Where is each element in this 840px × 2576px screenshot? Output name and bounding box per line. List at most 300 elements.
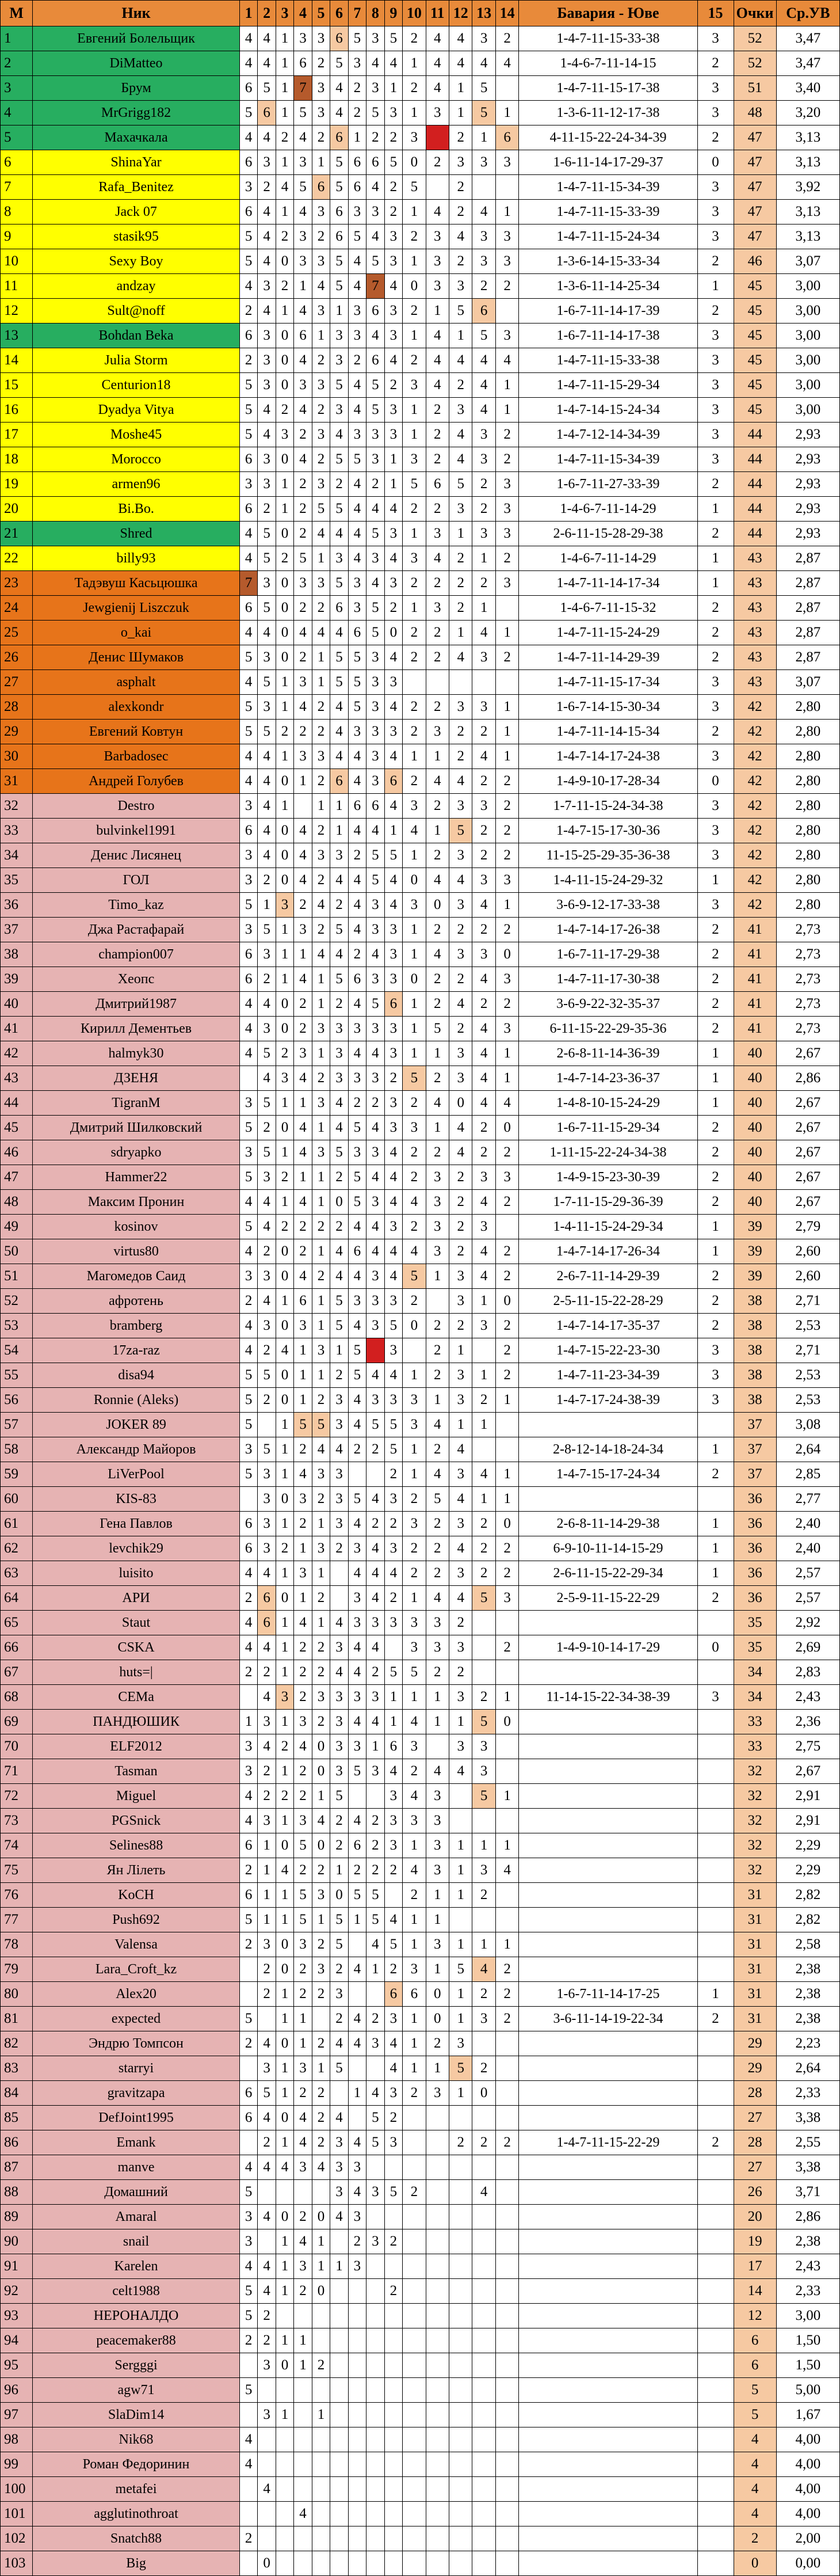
rank-cell: 58 [1,1437,33,1462]
table-row [1,1017,840,1041]
forecast-cell: 1-4-7-11-15-22-29 [519,2130,697,2155]
round-score-cell: 3 [472,794,495,819]
avg-cell: 3,00 [776,373,839,398]
forecast-cell [519,1932,697,1957]
round-score-cell: 0 [403,967,426,992]
round-score-cell: 4 [348,1215,366,1239]
round-score-cell: 1 [426,819,449,843]
forecast-cell [519,2081,697,2106]
round-score-cell: 2 [366,125,384,150]
avg-cell: 3,47 [776,51,839,76]
forecast-cell: 1-6-7-14-15-30-34 [519,695,697,720]
table-row [1,2477,840,2502]
forecast-cell: 1-4-7-14-17-26-34 [519,1239,697,1264]
round-score-cell: 3 [366,1289,384,1314]
round-score-cell: 5 [258,76,276,101]
round-score-cell: 3 [312,249,330,274]
round-score-cell: 3 [449,398,472,423]
round-score-cell: 0 [276,1116,293,1140]
round-score-cell [384,2526,402,2551]
round-score-cell [472,2477,495,2502]
round-score-cell: 3 [294,1314,312,1338]
round-score-cell: 1 [294,1338,312,1363]
avg-cell: 2,67 [776,1091,839,1116]
points-cell: 36 [734,1561,776,1586]
round-score-cell: 2 [472,720,495,744]
table-row [1,249,840,274]
round-score-cell [258,2229,276,2254]
round-score-cell: 3 [384,1611,402,1635]
round-score-cell: 2 [403,76,426,101]
round-score-cell: 1 [312,2229,330,2254]
points-cell: 36 [734,1586,776,1611]
round-score-cell: 2 [312,1982,330,2007]
round-score-cell: 4 [294,1462,312,1487]
round-score-cell: 4 [384,893,402,918]
forecast-cell: 11-14-15-22-34-38-39 [519,1685,697,1710]
round-score-cell: 5 [294,1908,312,1932]
points-cell: 12 [734,2304,776,2328]
round-score-cell [472,670,495,695]
round-score-cell: 4 [449,1437,472,1462]
round-score-cell: 7 [366,274,384,299]
round-score-cell: 3 [239,868,257,893]
round-score-cell: 4 [366,1239,384,1264]
round-score-cell: 0 [276,1932,293,1957]
round-score-cell: 1 [312,670,330,695]
round-score-cell: 5 [258,720,276,744]
round-score-cell [495,670,518,695]
round-score-cell: 4 [472,2180,495,2205]
round-score-cell: 3 [348,1685,366,1710]
forecast-cell: 2-6-11-15-28-29-38 [519,522,697,546]
round-score-cell: 0 [312,2279,330,2304]
round-score-cell: 4 [258,2031,276,2056]
round-score-cell: 5 [366,1908,384,1932]
rank-cell: 76 [1,1883,33,1908]
round-score-cell: 0 [276,621,293,645]
nick-cell: Timo_kaz [33,893,240,918]
round-score-cell [449,2304,472,2328]
round-score-cell: 2 [348,101,366,125]
table-row [1,1734,840,1759]
round-score-cell: 3 [239,175,257,200]
round-score-cell: 2 [330,1215,348,1239]
round15-cell [697,1957,734,1982]
round-score-cell: 0 [449,1091,472,1116]
avg-cell: 2,36 [776,1710,839,1734]
round-score-cell: 4 [312,1809,330,1833]
avg-cell: 4,00 [776,2477,839,2502]
round-score-cell: 1 [403,1363,426,1388]
rank-cell: 92 [1,2279,33,2304]
round-score-cell: 4 [495,1091,518,1116]
round-score-cell: 5 [294,175,312,200]
round-score-cell [312,2477,330,2502]
round-score-cell: 1 [276,1982,293,2007]
round-score-cell: 2 [366,2007,384,2031]
round-score-cell: 4 [258,769,276,794]
round-score-cell: 3 [366,76,384,101]
round-score-cell: 3 [294,26,312,51]
round-score-cell: 3 [495,324,518,348]
round-score-cell: 1 [426,1116,449,1140]
nick-cell: Tasman [33,1759,240,1784]
avg-cell: 2,73 [776,967,839,992]
round-score-cell: 1 [276,2279,293,2304]
round-score-cell [495,175,518,200]
nick-cell: Jewgienij Liszczuk [33,596,240,621]
table-row [1,1586,840,1611]
round-score-cell [366,2526,384,2551]
round-score-cell: 1 [495,1066,518,1091]
round-score-cell: 4 [348,1512,366,1536]
rank-cell: 10 [1,249,33,274]
rank-cell: 81 [1,2007,33,2031]
round-score-cell: 3 [384,967,402,992]
points-cell: 41 [734,918,776,942]
round-score-cell [403,2229,426,2254]
round-score-cell [384,2304,402,2328]
round-score-cell: 4 [239,1041,257,1066]
round-score-cell: 4 [366,1932,384,1957]
round15-cell: 2 [697,596,734,621]
nick-cell: Sergggi [33,2353,240,2378]
round-score-cell: 3 [472,1858,495,1883]
round-score-cell: 2 [449,175,472,200]
avg-cell: 2,00 [776,2526,839,2551]
round-score-cell [426,175,449,200]
round-score-cell: 4 [348,1809,366,1833]
round-score-cell: 2 [426,423,449,447]
round-score-cell: 3 [384,225,402,249]
round-score-cell: 4 [239,1635,257,1660]
round-score-cell: 1 [276,200,293,225]
table-row [1,348,840,373]
table-row [1,225,840,249]
round-score-cell: 3 [239,794,257,819]
table-row [1,2403,840,2427]
round-score-cell: 4 [239,1314,257,1338]
round-score-cell: 3 [384,101,402,125]
round-score-cell [348,1462,366,1487]
round-score-cell: 2 [426,398,449,423]
round-score-cell: 2 [384,1066,402,1091]
rank-cell: 79 [1,1957,33,1982]
avg-cell: 3,38 [776,2155,839,2180]
forecast-cell: 1-4-7-14-17-35-37 [519,1314,697,1338]
round-score-cell: 3 [384,1784,402,1809]
round-score-cell: 2 [312,1487,330,1512]
round-score-cell: 3 [426,225,449,249]
round-score-cell: 3 [330,1685,348,1710]
round15-cell [697,1660,734,1685]
round-score-cell: 1 [312,992,330,1017]
round-score-cell: 3 [449,497,472,522]
forecast-cell: 1-4-7-11-15-33-38 [519,348,697,373]
round-score-cell [495,1660,518,1685]
round-score-cell: 4 [495,1858,518,1883]
rank-cell: 101 [1,2502,33,2526]
round-score-cell [348,2106,366,2130]
round-score-cell: 1 [403,1685,426,1710]
round-score-cell [312,2328,330,2353]
round-score-cell: 2 [312,695,330,720]
nick-cell: CEMa [33,1685,240,1710]
round-score-cell: 2 [366,1512,384,1536]
round-score-cell: 4 [294,1140,312,1165]
round-score-cell [258,2526,276,2551]
nick-cell: Moshe45 [33,423,240,447]
round-score-cell: 5 [348,1487,366,1512]
round-score-cell: 2 [384,373,402,398]
round-score-cell: 2 [495,1264,518,1289]
round-score-cell [403,2526,426,2551]
round-score-cell: 3 [366,1140,384,1165]
round-score-cell: 1 [495,1041,518,1066]
round-score-cell [366,1784,384,1809]
nick-cell: Sexy Boy [33,249,240,274]
round-score-cell: 1 [276,695,293,720]
round-score-cell: 0 [312,1734,330,1759]
round-score-cell: 0 [276,992,293,1017]
nick-cell: 17za-raz [33,1338,240,1363]
round-score-cell: 4 [472,893,495,918]
round-score-cell [495,1883,518,1908]
round-score-cell: 1 [403,2031,426,2056]
round-score-cell: 3 [384,1215,402,1239]
round-score-cell: 4 [258,1635,276,1660]
rank-cell: 4 [1,101,33,125]
round-score-cell: 3 [348,1017,366,1041]
round-score-cell: 1 [312,2056,330,2081]
avg-cell: 2,67 [776,1041,839,1066]
nick-cell: Staut [33,1611,240,1635]
round-score-cell: 4 [239,1809,257,1833]
table-row [1,1908,840,1932]
round-score-cell: 4 [330,720,348,744]
points-cell: 40 [734,1190,776,1215]
round-score-cell: 3 [366,2031,384,2056]
round-score-cell: 5 [258,1041,276,1066]
table-row [1,175,840,200]
nick-cell: Александр Майоров [33,1437,240,1462]
round-score-cell: 3 [449,1264,472,1289]
forecast-cell: 1-4-7-11-14-17-34 [519,571,697,596]
nick-cell: LiVerPool [33,1462,240,1487]
round-score-cell: 4 [426,348,449,373]
round-score-cell: 5 [330,150,348,175]
round-score-cell: 5 [330,497,348,522]
round-score-cell: 1 [312,1784,330,1809]
round-score-cell [472,2254,495,2279]
forecast-cell: 1-6-11-14-17-29-37 [519,150,697,175]
round-score-cell: 3 [366,1759,384,1784]
avg-cell: 2,55 [776,2130,839,2155]
round-score-cell: 4 [239,1190,257,1215]
round-score-cell: 2 [276,398,293,423]
round-score-cell: 2 [294,497,312,522]
round-score-cell: 0 [426,1982,449,2007]
round-score-cell: 3 [258,274,276,299]
round-score-cell [495,2106,518,2130]
forecast-cell: 1-4-6-7-11-14-29 [519,546,697,571]
avg-cell: 2,91 [776,1809,839,1833]
points-cell: 41 [734,992,776,1017]
table-row [1,546,840,571]
rank-cell: 91 [1,2254,33,2279]
round-score-cell: 3 [330,1710,348,1734]
round-score-cell [330,2403,348,2427]
points-cell: 41 [734,967,776,992]
round-score-cell [366,2452,384,2477]
round-score-cell: 2 [449,1660,472,1685]
nick-cell: Rafa_Benitez [33,175,240,200]
rank-cell: 15 [1,373,33,398]
round-score-cell: 4 [258,200,276,225]
round-score-cell: 4 [403,1784,426,1809]
round-score-cell: 1 [330,794,348,819]
round-score-cell: 5 [348,26,366,51]
points-cell: 33 [734,1710,776,1734]
round-score-cell: 4 [384,645,402,670]
round-score-cell: 5 [403,1066,426,1091]
round-score-cell: 1 [239,1710,257,1734]
round-score-cell: 4 [330,744,348,769]
round-score-cell: 6 [239,1883,257,1908]
round-score-cell: 4 [449,26,472,51]
round-score-cell: 2 [472,2056,495,2081]
round-score-cell: 5 [366,843,384,868]
round-score-cell: 4 [294,1734,312,1759]
round-score-cell: 2 [384,2229,402,2254]
forecast-cell: 1-7-11-15-29-36-39 [519,1190,697,1215]
round-score-cell: 2 [239,1289,257,1314]
round-score-cell [495,2229,518,2254]
round-score-cell [239,2477,257,2502]
table-row [1,1833,840,1858]
round-score-cell: 1 [384,472,402,497]
round-score-cell: 5 [449,299,472,324]
table-row [1,398,840,423]
round-score-cell: 3 [312,1140,330,1165]
round-score-cell: 3 [258,2403,276,2427]
avg-cell: 2,73 [776,992,839,1017]
round-score-cell [472,175,495,200]
round-score-cell: 2 [276,274,293,299]
nick-cell: DiMatteo [33,51,240,76]
round-score-cell [495,2403,518,2427]
round-score-cell [426,2130,449,2155]
points-cell: 4 [734,2502,776,2526]
avg-cell: 2,57 [776,1586,839,1611]
avg-cell: 2,87 [776,596,839,621]
round-score-cell: 2 [312,819,330,843]
round-score-cell: 4 [403,1858,426,1883]
round-score-cell: 3 [384,1487,402,1512]
round-score-cell: 4 [384,868,402,893]
avg-cell: 2,73 [776,942,839,967]
forecast-cell [519,2304,697,2328]
nick-cell: levchik29 [33,1536,240,1561]
round-score-cell: 1 [276,1413,293,1437]
round-score-cell [403,2130,426,2155]
points-cell: 39 [734,1239,776,1264]
forecast-cell: 1-4-6-7-11-14-29 [519,497,697,522]
round-score-cell: 3 [239,2229,257,2254]
round-score-cell [472,2328,495,2353]
avg-cell: 2,33 [776,2081,839,2106]
round-score-cell: 2 [384,2279,402,2304]
round-score-cell: 4 [258,2155,276,2180]
round-score-cell: 3 [312,200,330,225]
round-score-cell: 4 [403,1710,426,1734]
forecast-cell: 2-5-11-15-22-28-29 [519,1289,697,1314]
round-score-cell: 3 [495,1165,518,1190]
nick-cell: billy93 [33,546,240,571]
round-score-cell [449,2254,472,2279]
round-score-cell: 3 [384,2081,402,2106]
round-score-cell: 4 [294,819,312,843]
round-score-cell: 4 [294,200,312,225]
round-score-cell: 3 [366,769,384,794]
round-score-cell: 2 [495,769,518,794]
table-row [1,819,840,843]
round-score-cell: 2 [384,1858,402,1883]
round-score-cell: 2 [384,125,402,150]
round-score-cell [384,2328,402,2353]
round-score-cell: 0 [426,2007,449,2031]
round15-cell: 2 [697,299,734,324]
round-score-cell [258,2378,276,2403]
round-score-cell: 3 [348,1536,366,1561]
round-score-cell: 3 [472,695,495,720]
table-row [1,76,840,101]
round-score-cell: 4 [348,2180,366,2205]
round-score-cell: 6 [330,125,348,150]
round-score-cell: 4 [495,51,518,76]
round-score-cell: 3 [426,596,449,621]
table-row [1,596,840,621]
points-cell: 42 [734,720,776,744]
round-score-cell: 4 [366,1215,384,1239]
points-cell: 4 [734,2477,776,2502]
round-score-cell: 2 [403,1165,426,1190]
round-score-cell: 5 [239,2007,257,2031]
round-score-cell: 4 [366,51,384,76]
rank-cell: 78 [1,1932,33,1957]
rank-cell: 7 [1,175,33,200]
round-score-cell [348,2378,366,2403]
round-score-cell: 1 [472,1833,495,1858]
avg-cell: 3,00 [776,299,839,324]
round-score-cell: 2 [294,1759,312,1784]
round-score-cell: 3 [384,670,402,695]
round-score-cell: 3 [258,695,276,720]
round-score-cell: 2 [384,1462,402,1487]
round-score-cell: 2 [258,1239,276,1264]
round-score-cell: 2 [276,720,293,744]
round-score-cell [495,1759,518,1784]
round-score-cell: 3 [472,423,495,447]
table-row [1,101,840,125]
round-score-cell: 1 [449,101,472,125]
table-row [1,2031,840,2056]
round-score-cell: 4 [330,942,348,967]
round-score-cell: 5 [384,1437,402,1462]
round-score-cell: 6 [366,150,384,175]
round-score-cell [366,2551,384,2576]
